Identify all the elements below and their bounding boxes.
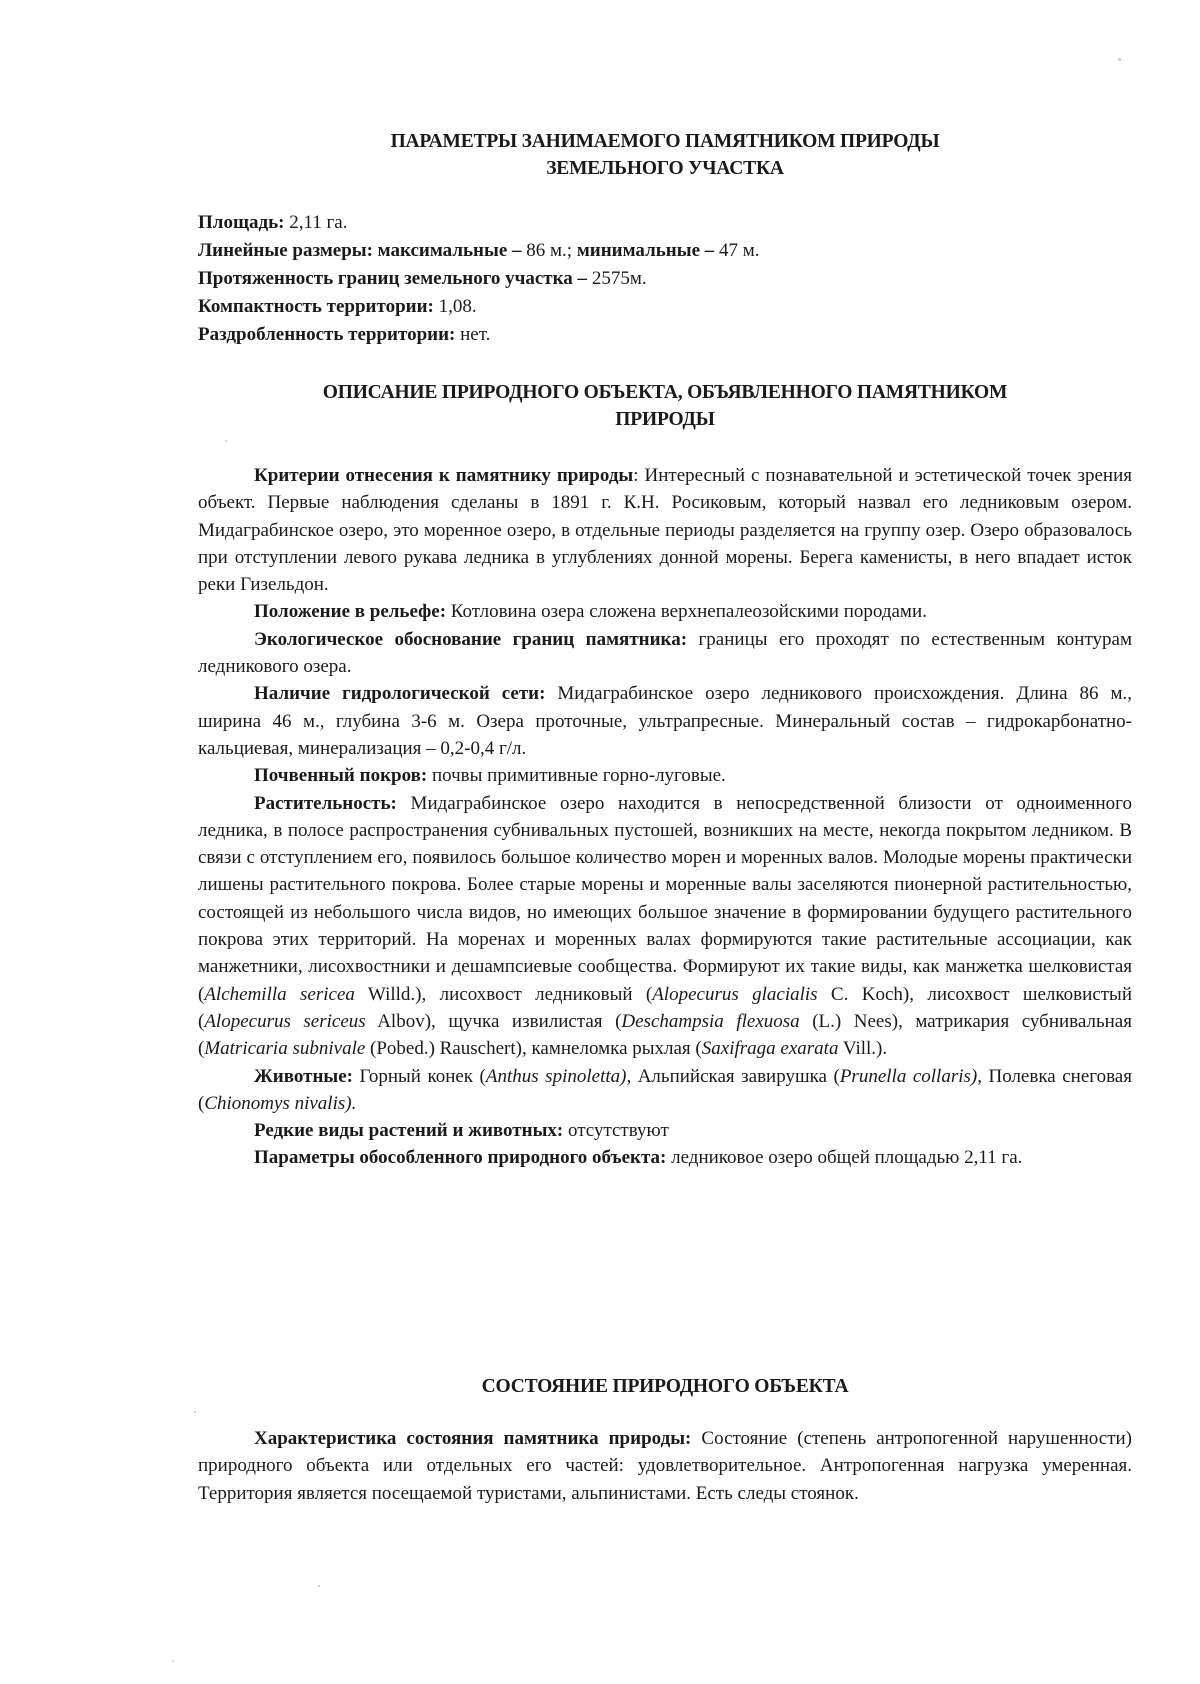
linear-size-max: 86 м.; (521, 240, 577, 261)
state-paragraph (198, 1425, 1132, 1507)
species-name: Alopecurus sericeus (204, 1010, 366, 1032)
fragmentation-row (198, 321, 1132, 349)
isolated-object-text: ледниковое озеро общей площадью 2,11 га. (666, 1147, 1023, 1169)
vegetation-text: C. Koch), лисохвост шелковистый ( (198, 983, 1132, 1032)
state-text: Состояние (степень антропогенной нарушенности) природного объекта или отдельных его частей: удовлетворительное. Антропогенная нагрузка умеренная. Территория является посещаемой туристами, альпинистами. Есть следы стоянок. (198, 1428, 1132, 1504)
scan-speck (225, 440, 227, 442)
scan-speck (318, 1585, 320, 1587)
species-name: Alchemilla sericea (204, 983, 355, 1005)
vegetation-label: Растительность: (254, 792, 397, 814)
vegetation-paragraph (198, 790, 1132, 1063)
compactness-value: 1,08. (433, 296, 477, 317)
section-title-line: ПРИРОДЫ (615, 409, 715, 430)
section-description-header (198, 379, 1132, 433)
relief-text: Котловина озера сложена верхнепалеозойскими породами. (446, 601, 927, 623)
rare-species-text: отсутствуют (563, 1120, 669, 1142)
vegetation-text: Мидаграбинское озеро находится в непосредственной близости от одноименного ледника, в полосе распространения субнивальных пустошей, возникших на месте, некогда покрытом ледником. В связи с отступлением его, появилось большое количество морен и моренных валов. Молодые морены практически лишены растительного покрова. Более старые морены и моренные валы заселяются пионерной растительностью, состоящей из небольшого числа видов, но имеющих большое значение в формировании будущего растительного покрова этих территорий. На моренах и моренных валах формируются такие растительные ассоциации, как манжетники, лисохвостники и дешампсиевые сообщества. Формируют их такие виды, как манжетка шелковистая ( (198, 792, 1132, 1005)
ecology-label: Экологическое обоснование границ памятника: (254, 628, 688, 650)
fauna-text: Полевка снеговая ( (198, 1065, 1132, 1114)
rare-species-label: Редкие виды растений и животных: (254, 1120, 564, 1142)
ecology-text: границы его проходят по естественным контурам ледникового озера. (198, 628, 1132, 678)
section-land-parameters (198, 128, 1132, 182)
species-name: Matricaria subnivale (204, 1038, 366, 1060)
soil-text: почвы примитивные горно-луговые. (427, 765, 726, 787)
scan-speck (1118, 58, 1121, 61)
linear-size-label: Линейные размеры: максимальные – (198, 240, 522, 261)
fauna-paragraph (198, 1063, 1132, 1118)
species-name: Saxifraga exarata (701, 1038, 839, 1060)
section-title-line: ОПИСАНИЕ ПРИРОДНОГО ОБЪЕКТА, ОБЪЯВЛЕННОГО ПАМЯТНИКОМ (322, 382, 1008, 403)
fragmentation-value: нет. (455, 324, 491, 345)
fauna-text: Альпийская завирушка ( (631, 1065, 840, 1087)
area-row (198, 209, 1132, 237)
compactness-label: Компактность территории: (198, 296, 434, 317)
linear-size-row (198, 237, 1132, 265)
vegetation-text: Vill.). (838, 1038, 888, 1060)
vegetation-text: Willd.), лисохвост ледниковый ( (354, 983, 653, 1005)
area-value: 2,11 га. (284, 212, 348, 233)
section-title: СОСТОЯНИЕ ПРИРОДНОГО ОБЪЕКТА (481, 1376, 849, 1397)
section-title-line: ЗЕМЕЛЬНОГО УЧАСТКА (546, 158, 784, 179)
scan-speck (194, 1411, 196, 1413)
scan-speck (172, 1660, 174, 1662)
area-label: Площадь: (198, 212, 285, 233)
compactness-row (198, 293, 1132, 321)
boundary-length-row (198, 265, 1132, 293)
relief-label: Положение в рельефе: (254, 601, 447, 623)
hydrology-text: Мидаграбинское озеро ледникового происхождения. Длина 86 м., ширина 46 м., глубина 3-6 м. Озера проточные, ультрапресные. Минеральный состав – гидрокарбонатно-кальциевая, минерализация – 0,2-0,4 г/л. (198, 683, 1132, 759)
hydrology-label: Наличие гидрологической сети: (254, 683, 546, 705)
relief-paragraph (198, 598, 1132, 625)
boundary-length-label: Протяженность границ земельного участка – (198, 268, 588, 289)
species-name: Anthus spinoletta), (485, 1065, 632, 1087)
criteria-label: Критерии отнесения к памятнику природы (254, 465, 634, 486)
soil-paragraph (198, 762, 1132, 789)
section-title-line: ПАРАМЕТРЫ ЗАНИМАЕМОГО ПАМЯТНИКОМ ПРИРОДЫ (390, 131, 940, 152)
fauna-text: Горный конек ( (353, 1065, 486, 1087)
land-parameters-list (198, 209, 1132, 349)
fauna-label: Животные: (254, 1065, 353, 1087)
fragmentation-label: Раздробленность территории: (198, 324, 456, 345)
boundary-length-value: 2575м. (587, 268, 647, 289)
section-description-body (198, 462, 1132, 1172)
species-name: Deschampsia flexuosa (621, 1010, 800, 1032)
species-name: Chionomys nivalis). (204, 1092, 357, 1114)
section-title (198, 379, 1132, 433)
species-name: Alopecurus glacialis (652, 983, 818, 1005)
vegetation-text: Albov), щучка извилистая ( (365, 1010, 622, 1032)
vegetation-text: (L.) Nees), матрикария субнивальная ( (198, 1010, 1132, 1060)
criteria-text: : Интересный с познавательной и эстетической точек зрения объект. Первые наблюдения сделаны в 1891 г. К.Н. Росиковым, который назвал его ледниковым озером. Мидаграбинское озеро, это моренное озеро, в отдельные периоды разделяется на группу озер. Озеро образовалось при отступлении левого рукава ледника в углублениях донной морены. Берега каменисты, в него впадает исток реки Гизельдон. (198, 465, 1132, 596)
section-state-body (198, 1425, 1132, 1507)
rare-species-paragraph (198, 1117, 1132, 1144)
ecology-paragraph (198, 626, 1132, 681)
isolated-object-label: Параметры обособленного природного объекта: (254, 1147, 667, 1169)
section-state-header (198, 1373, 1132, 1400)
species-name: Prunella collaris), (839, 1065, 982, 1087)
criteria-paragraph (198, 462, 1132, 598)
isolated-object-paragraph (198, 1144, 1132, 1171)
soil-label: Почвенный покров: (254, 765, 428, 787)
linear-size-min: 47 м. (714, 240, 760, 261)
hydrology-paragraph (198, 680, 1132, 762)
state-label: Характеристика состояния памятника природы: (254, 1428, 692, 1449)
section-title (198, 128, 1132, 182)
vegetation-text: (Pobed.) Rauschert), камнеломка рыхлая ( (365, 1038, 702, 1060)
linear-size-min-label: минимальные – (576, 240, 715, 261)
